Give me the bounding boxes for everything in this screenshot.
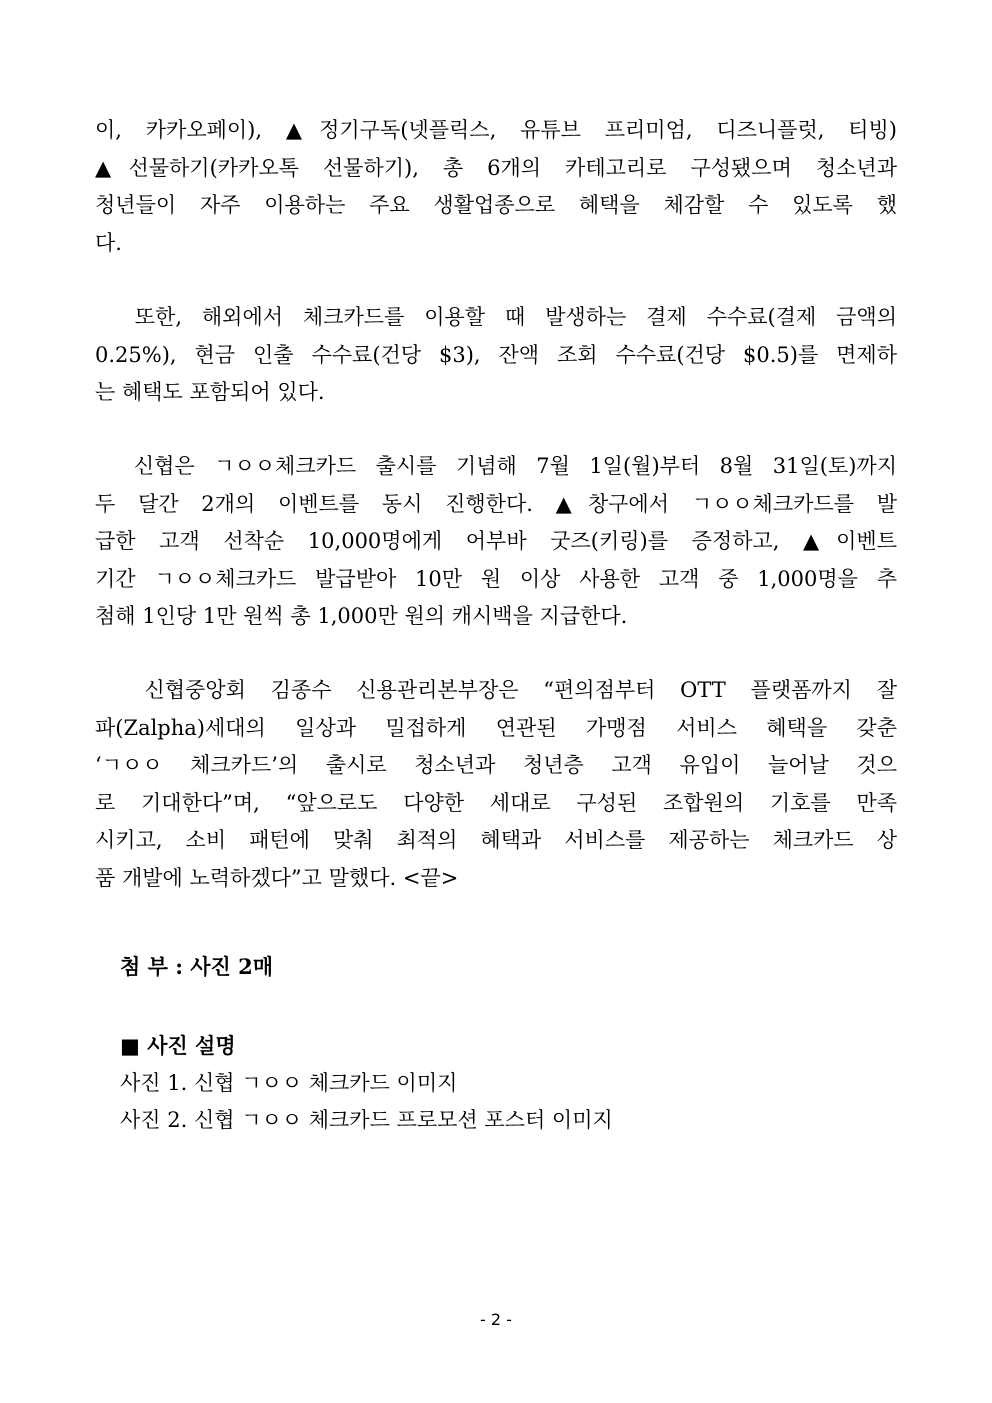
paragraph-3-line: 신협은 ㄱㅇㅇ체크카드 출시를 기념해 7월 1일(월)부터 8월 31일(토)까지 bbox=[95, 454, 897, 478]
paragraph-4-line: 신협중앙회 김종수 신용관리본부장은 “편의점부터 OTT 플랫폼까지 잘 bbox=[95, 678, 897, 702]
paragraph-1-line: 청년들이 자주 이용하는 주요 생활업종으로 혜택을 체감할 수 있도록 했 bbox=[95, 193, 897, 217]
paragraph-2-line: 0.25%), 현금 인출 수수료(건당 $3), 잔액 조회 수수료(건당 $0.5)를 면제하 bbox=[95, 342, 897, 367]
paragraph-3-line: 첨해 1인당 1만 원씩 총 1,000만 원의 캐시백을 지급한다. bbox=[95, 604, 628, 628]
attachment-note: 첨 부 : 사진 2매 bbox=[120, 954, 274, 979]
paragraph-3-line: 두 달간 2개의 이벤트를 동시 진행한다. ▲창구에서 ㄱㅇㅇ체크카드를 발 bbox=[95, 491, 897, 516]
paragraph-4-line: 시키고, 소비 패턴에 맞춰 최적의 혜택과 서비스를 제공하는 체크카드 상 bbox=[95, 828, 897, 852]
paragraph-1-line: ▲선물하기(카카오톡 선물하기), 총 6개의 카테고리로 구성됐으며 청소년과 bbox=[95, 155, 897, 180]
paragraph-3-line: 급한 고객 선착순 10,000명에게 어부바 굿즈(키링)를 증정하고, ▲이벤트 bbox=[95, 529, 897, 553]
paragraph-4-line: 로 기대한다”며, “앞으로도 다양한 세대로 구성된 조합원의 기호를 만족 bbox=[95, 790, 897, 815]
photo-caption-1: 사진 1. 신협 ㄱㅇㅇ 체크카드 이미지 bbox=[120, 1071, 458, 1095]
paragraph-2-line: 또한, 해외에서 체크카드를 이용할 때 발생하는 결제 수수료(결제 금액의 bbox=[95, 305, 897, 329]
paragraph-3-line: 기간 ㄱㅇㅇ체크카드 발급받아 10만 원 이상 사용한 고객 중 1,000명을 추 bbox=[95, 566, 897, 591]
paragraph-1-line: 이, 카카오페이), ▲정기구독(넷플릭스, 유튜브 프리미엄, 디즈니플럿, 티빙) bbox=[95, 118, 897, 142]
photo-caption-2: 사진 2. 신협 ㄱㅇㅇ 체크카드 프로모션 포스터 이미지 bbox=[120, 1108, 613, 1132]
page-number: - 2 - bbox=[480, 1310, 512, 1329]
photo-section-title: ■ 사진 설명 bbox=[120, 1033, 236, 1058]
paragraph-4-line: 품 개발에 노력하겠다”고 말했다. <끝> bbox=[95, 865, 459, 890]
paragraph-4-line: 파(Zalpha)세대의 일상과 밀접하게 연관된 가맹점 서비스 혜택을 갖춘 bbox=[95, 715, 897, 740]
paragraph-1-line: 다. bbox=[95, 230, 122, 255]
paragraph-2-line: 는 혜택도 포함되어 있다. bbox=[95, 380, 325, 404]
paragraph-4-line: ‘ㄱㅇㅇ 체크카드’의 출시로 청소년과 청년층 고객 유입이 늘어날 것으 bbox=[95, 753, 897, 777]
